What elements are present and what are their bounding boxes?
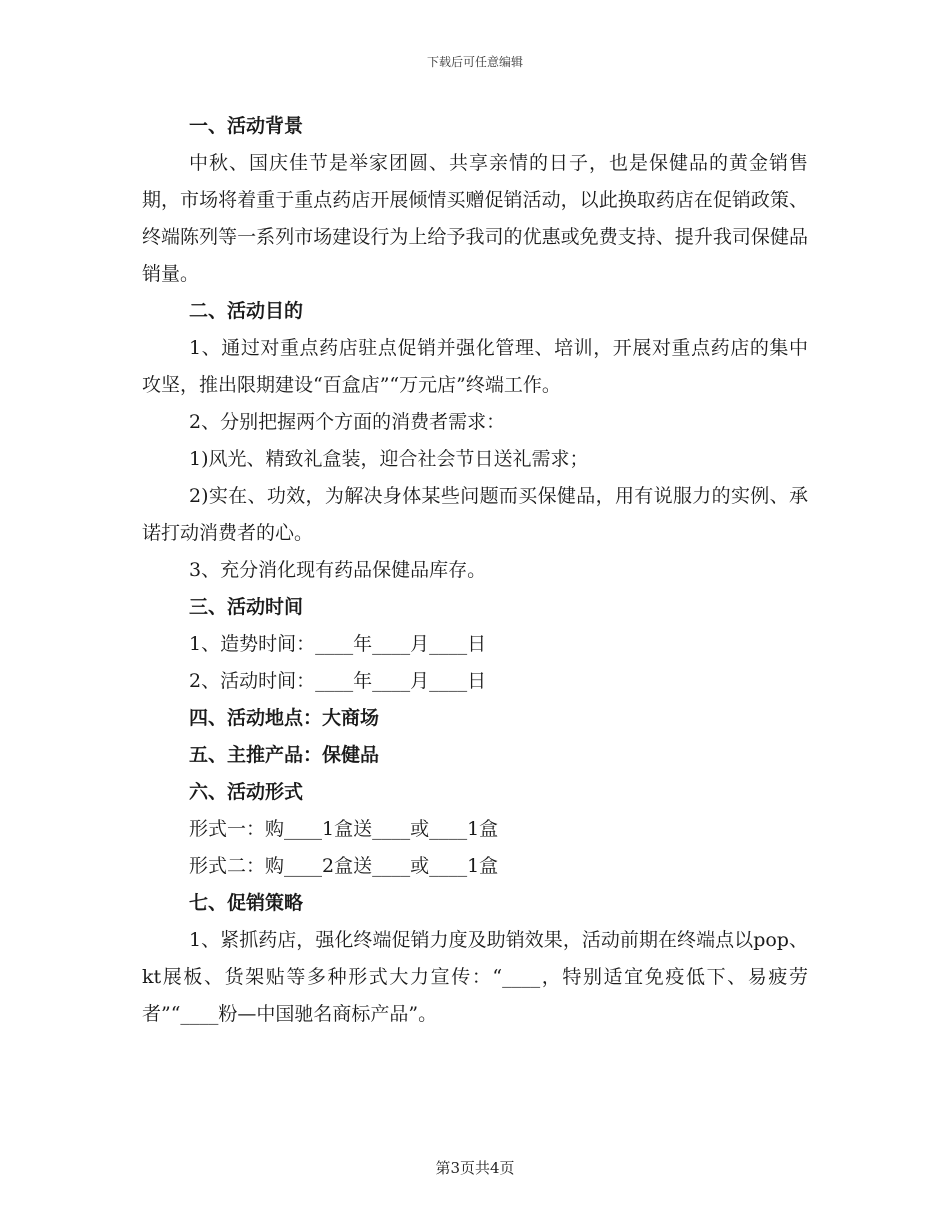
purpose-item-2: 2、分别把握两个方面的消费者需求：	[189, 411, 506, 433]
format-line-1: 形式一：购____1盒送____或____1盒	[189, 818, 499, 840]
time-line-1: 1、造势时间：____年____月____日	[189, 633, 487, 655]
section-heading-time: 三、活动时间	[189, 596, 304, 618]
section-heading-background: 一、活动背景	[189, 115, 304, 137]
purpose-item-1: 1、通过对重点药店驻点促销并强化管理、培训，开展对重点药店的集中攻坚，推出限期建设“百盒店”“万元店”终端工作。	[142, 337, 808, 396]
background-paragraph: 中秋、国庆佳节是举家团圆、共享亲情的日子，也是保健品的黄金销售期，市场将着重于重点药店开展倾情买赠促销活动，以此换取药店在促销政策、终端陈列等一系列市场建设行为上给予我司的优惠或免费支持、提升我司保健品销量。	[142, 152, 808, 285]
page-footer: 第3页共4页	[435, 1159, 515, 1177]
strategy-item-1: 1、紧抓药店，强化终端促销力度及助销效果，活动前期在终端点以pop、kt展板、货架贴等多种形式大力宣传：“____，特别适宜免疫低下、易疲劳者”“____粉—中国驰名商标产品”。	[142, 929, 808, 1025]
section-heading-purpose: 二、活动目的	[189, 300, 304, 322]
section-heading-strategy: 七、促销策略	[189, 892, 304, 914]
document-body	[142, 108, 808, 1033]
purpose-subitem-2: 2)实在、功效，为解决身体某些问题而买保健品，用有说服力的实例、承诺打动消费者的心。	[142, 485, 808, 544]
purpose-subitem-1: 1)风光、精致礼盒装，迎合社会节日送礼需求；	[189, 448, 589, 470]
purpose-item-3: 3、充分消化现有药品保健品库存。	[189, 559, 487, 581]
format-line-2: 形式二：购____2盒送____或____1盒	[189, 855, 499, 877]
time-line-2: 2、活动时间：____年____月____日	[189, 670, 487, 692]
page-header: 下载后可任意编辑	[426, 55, 523, 69]
section-heading-location: 四、活动地点：大商场	[189, 707, 380, 729]
section-heading-product: 五、主推产品：保健品	[189, 744, 380, 766]
section-heading-format: 六、活动形式	[189, 781, 304, 803]
